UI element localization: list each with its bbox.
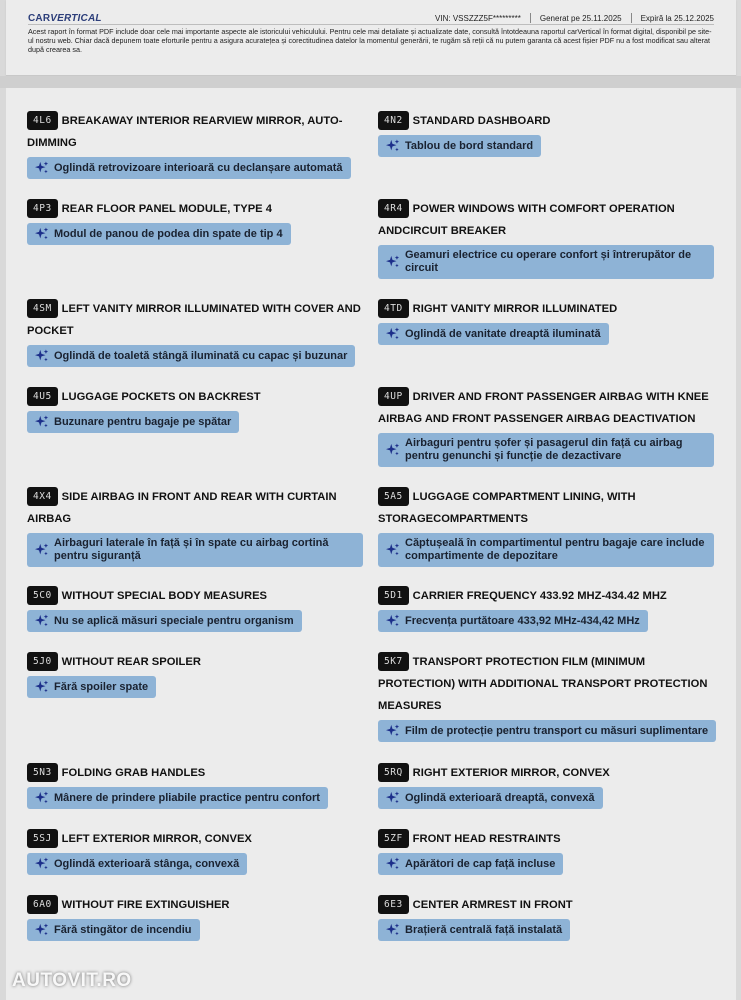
- translation-box: [27, 223, 291, 245]
- translation-box: [378, 433, 714, 467]
- equipment-name: SIDE AIRBAG IN FRONT AND REAR WITH CURTAIN AIRBAG: [27, 491, 337, 525]
- option-code-badge: 4N2: [378, 111, 409, 130]
- translation-text: Frecvența purtătoare 433,92 MHz-434,42 MHz: [405, 614, 640, 627]
- option-code-badge: 4TD: [378, 299, 409, 318]
- sparkle-icon: [386, 443, 400, 457]
- translation-box: [27, 157, 351, 179]
- sparkle-icon: [35, 415, 49, 429]
- translation-text: Oglindă de vanitate dreaptă iluminată: [405, 327, 601, 340]
- translation-box: [378, 787, 603, 809]
- equipment-heading: [27, 386, 367, 408]
- equipment-heading: [378, 110, 718, 132]
- equipment-name: FRONT HEAD RESTRAINTS: [412, 833, 561, 845]
- equipment-name: TRANSPORT PROTECTION FILM (MINIMUM PROTECTION) WITH ADDITIONAL TRANSPORT PROTECTION MEASURES: [378, 656, 708, 712]
- option-code-badge: 5SJ: [27, 829, 58, 848]
- translation-box: [27, 787, 328, 809]
- translation-box: [27, 676, 156, 698]
- equipment-name: RIGHT EXTERIOR MIRROR, CONVEX: [412, 767, 610, 779]
- equipment-heading: [378, 486, 718, 530]
- equipment-heading: [378, 585, 718, 607]
- option-code-badge: 5C0: [27, 586, 58, 605]
- translation-text: Mânere de prindere pliabile practice pentru confort: [54, 791, 320, 804]
- translation-text: Fără spoiler spate: [54, 680, 149, 693]
- sparkle-icon: [35, 791, 49, 805]
- equipment-name: CENTER ARMREST IN FRONT: [412, 899, 573, 911]
- option-code-badge: 4UP: [378, 387, 409, 406]
- sparkle-icon: [35, 857, 49, 871]
- report-header: [6, 0, 736, 76]
- translation-box: [378, 720, 716, 742]
- disclaimer-text: Acest raport în format PDF include doar cele mai importante aspecte ale istoricului vehiculului. Pentru cele mai detaliate și actualizate date, consultă întotdeauna raportul carVertical în format digital, disponibil pe site-ul nostru web. Chiar dacă depunem toate eforturile pentru a asigura acuratețea și corectitudinea datelor la momentul generării, te rugăm să reții că nu putem garanta că acest fișier PDF nu a fost modificat sau alterat după crearea sa.: [28, 27, 712, 55]
- header-divider: [28, 24, 714, 25]
- equipment-name: WITHOUT REAR SPOILER: [61, 656, 201, 668]
- translation-text: Airbaguri laterale în față și în spate cu airbag cortină pentru siguranță: [54, 537, 329, 562]
- translation-text: Nu se aplică măsuri speciale pentru organism: [54, 614, 294, 627]
- option-code-badge: 5RQ: [378, 763, 409, 782]
- translation-box: [378, 610, 648, 632]
- translation-box: [378, 533, 714, 567]
- equipment-item: [27, 110, 367, 180]
- equipment-item: [27, 651, 367, 699]
- equipment-heading: [27, 894, 367, 916]
- equipment-item: [378, 651, 718, 743]
- equipment-heading: [378, 828, 718, 850]
- equipment-item: [27, 762, 367, 810]
- equipment-item: [27, 198, 367, 246]
- sparkle-icon: [386, 724, 400, 738]
- expires-label: Expiră la: [640, 13, 672, 23]
- equipment-heading: [27, 298, 367, 342]
- equipment-heading: [378, 762, 718, 784]
- translation-text: Apărători de cap față incluse: [405, 857, 556, 870]
- translation-box: [27, 345, 355, 367]
- option-code-badge: 5D1: [378, 586, 409, 605]
- translation-box: [378, 245, 714, 279]
- option-code-badge: 4L6: [27, 111, 58, 130]
- sparkle-icon: [386, 543, 400, 557]
- sparkle-icon: [35, 161, 49, 175]
- equipment-name: LUGGAGE POCKETS ON BACKREST: [61, 391, 261, 403]
- generated-date: 25.11.2025: [582, 13, 622, 23]
- equipment-item: [378, 486, 718, 567]
- sparkle-icon: [386, 923, 400, 937]
- translation-text: Oglindă exterioară dreaptă, convexă: [405, 791, 595, 804]
- translation-text: Tablou de bord standard: [405, 139, 534, 152]
- sparkle-icon: [35, 614, 49, 628]
- autovit-watermark: AUTOVIT.RO: [12, 970, 132, 991]
- equipment-heading: [378, 298, 718, 320]
- equipment-item: [378, 894, 718, 942]
- equipment-name: RIGHT VANITY MIRROR ILLUMINATED: [412, 303, 618, 315]
- sparkle-icon: [386, 255, 400, 269]
- translation-text: Oglindă de toaletă stângă iluminată cu capac și buzunar: [54, 349, 348, 362]
- sparkle-icon: [35, 680, 49, 694]
- translation-text: Film de protecție pentru transport cu măsuri suplimentare: [405, 724, 709, 737]
- equipment-name: POWER WINDOWS WITH COMFORT OPERATION ANDCIRCUIT BREAKER: [378, 203, 675, 237]
- translation-text: Buzunare pentru bagaje pe spătar: [54, 415, 232, 428]
- sparkle-icon: [386, 614, 400, 628]
- equipment-heading: [27, 585, 367, 607]
- option-code-badge: 6E3: [378, 895, 409, 914]
- translation-text: Căptușeală în compartimentul pentru bagaje care include compartimente de depozitare: [405, 537, 705, 562]
- equipment-name: LUGGAGE COMPARTMENT LINING, WITH STORAGECOMPARTMENTS: [378, 491, 636, 525]
- translation-box: [378, 853, 563, 875]
- equipment-item: [27, 828, 367, 876]
- sparkle-icon: [386, 327, 400, 341]
- option-code-badge: 5N3: [27, 763, 58, 782]
- option-code-badge: 5J0: [27, 652, 58, 671]
- equipment-heading: [27, 486, 367, 530]
- sparkle-icon: [386, 139, 400, 153]
- equipment-heading: [27, 762, 367, 784]
- translation-box: [378, 135, 541, 157]
- translation-text: Modul de panou de podea din spate de tip 4: [54, 227, 283, 240]
- generated-label: Generat pe: [539, 13, 580, 23]
- equipment-name: CARRIER FREQUENCY 433.92 MHZ-434.42 MHZ: [412, 590, 667, 602]
- translation-box: [27, 411, 239, 433]
- translation-box: [27, 533, 363, 567]
- equipment-name: DRIVER AND FRONT PASSENGER AIRBAG WITH KNEE AIRBAG AND FRONT PASSENGER AIRBAG DEACTIVATION: [378, 391, 709, 425]
- vin-value: VSSZZZ5F*********: [452, 13, 521, 23]
- translation-box: [27, 610, 302, 632]
- option-code-badge: 4SM: [27, 299, 58, 318]
- translation-text: Oglindă exterioară stânga, convexă: [54, 857, 240, 870]
- equipment-name: STANDARD DASHBOARD: [412, 115, 551, 127]
- meta-divider: [530, 13, 531, 23]
- option-code-badge: 5ZF: [378, 829, 409, 848]
- option-code-badge: 6A0: [27, 895, 58, 914]
- equipment-item: [378, 828, 718, 876]
- equipment-list: [6, 88, 736, 1000]
- equipment-item: [27, 894, 367, 942]
- translation-box: [27, 919, 200, 941]
- translation-text: Airbaguri pentru șofer și pasagerul din față cu airbag pentru genunchi și funcție de dezactivare: [405, 437, 683, 462]
- option-code-badge: 4R4: [378, 199, 409, 218]
- equipment-item: [27, 486, 367, 567]
- translation-text: Brațieră centrală față instalată: [405, 923, 563, 936]
- equipment-item: [378, 585, 718, 633]
- translation-text: Geamuri electrice cu operare confort și întrerupător de circuit: [405, 249, 692, 274]
- equipment-item: [378, 298, 718, 346]
- equipment-item: [27, 298, 367, 368]
- expires-date: 25.12.2025: [673, 13, 714, 23]
- equipment-item: [378, 110, 718, 158]
- equipment-name: BREAKAWAY INTERIOR REARVIEW MIRROR, AUTO-DIMMING: [27, 115, 343, 149]
- option-code-badge: 5A5: [378, 487, 409, 506]
- sparkle-icon: [35, 349, 49, 363]
- equipment-heading: [378, 386, 718, 430]
- equipment-item: [27, 585, 367, 633]
- meta-divider: [631, 13, 632, 23]
- sparkle-icon: [386, 857, 400, 871]
- equipment-heading: [378, 894, 718, 916]
- sparkle-icon: [35, 227, 49, 241]
- equipment-item: [27, 386, 367, 434]
- sparkle-icon: [35, 923, 49, 937]
- equipment-item: [378, 198, 718, 279]
- option-code-badge: 5K7: [378, 652, 409, 671]
- equipment-heading: [27, 828, 367, 850]
- translation-box: [378, 919, 570, 941]
- option-code-badge: 4X4: [27, 487, 58, 506]
- equipment-item: [378, 762, 718, 810]
- sparkle-icon: [35, 543, 49, 557]
- equipment-heading: [378, 198, 718, 242]
- equipment-name: FOLDING GRAB HANDLES: [61, 767, 206, 779]
- equipment-heading: [378, 651, 718, 717]
- equipment-heading: [27, 110, 367, 154]
- equipment-heading: [27, 651, 367, 673]
- equipment-name: WITHOUT SPECIAL BODY MEASURES: [61, 590, 268, 602]
- translation-box: [27, 853, 247, 875]
- equipment-heading: [27, 198, 367, 220]
- translation-text: Oglindă retrovizoare interioară cu declanșare automată: [54, 161, 343, 174]
- option-code-badge: 4U5: [27, 387, 58, 406]
- equipment-name: LEFT EXTERIOR MIRROR, CONVEX: [61, 833, 252, 845]
- equipment-name: WITHOUT FIRE EXTINGUISHER: [61, 899, 230, 911]
- equipment-name: REAR FLOOR PANEL MODULE, TYPE 4: [61, 203, 272, 215]
- page-break: [0, 76, 741, 88]
- equipment-name: LEFT VANITY MIRROR ILLUMINATED WITH COVER AND POCKET: [27, 303, 361, 337]
- equipment-item: [378, 386, 718, 467]
- translation-text: Fără stingător de incendiu: [54, 923, 192, 936]
- sparkle-icon: [386, 791, 400, 805]
- option-code-badge: 4P3: [27, 199, 58, 218]
- vin-label: VIN:: [435, 13, 451, 23]
- carvertical-logo: CARVERTICAL: [28, 13, 102, 24]
- report-meta: [435, 13, 714, 23]
- translation-box: [378, 323, 609, 345]
